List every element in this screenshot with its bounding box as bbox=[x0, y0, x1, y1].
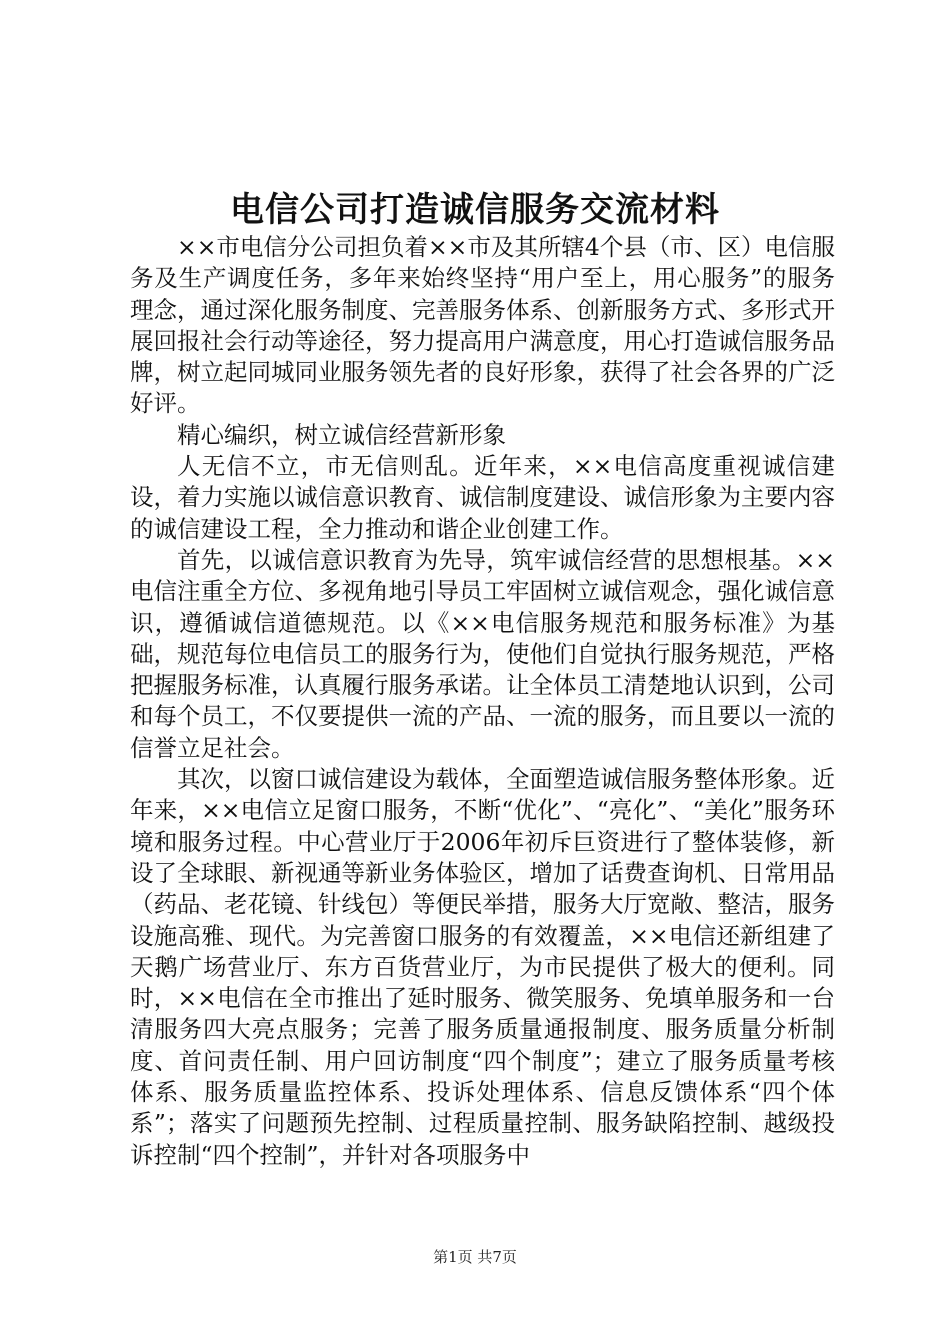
paragraph-second-point: 其次，以窗口诚信建设为载体，全面塑造诚信服务整体形象。近年来，××电信立足窗口服务，不断“优化”、“亮化”、“美化”服务环境和服务过程。中心营业厅于2006年初斥巨资进行了整体装修，新设了全球眼、新视通等新业务体验区，增加了话费查询机、日常用品（药品、老花镜、针线包）等便民举措，服务大厅宽敞、整洁，服务设施高雅、现代。为完善窗口服务的有效覆盖，××电信还新组建了天鹅广场营业厅、东方百货营业厅，为市民提供了极大的便利。同时，××电信在全市推出了延时服务、微笑服务、免填单服务和一台清服务四大亮点服务；完善了服务质量通报制度、服务质量分析制度、首问责任制、用户回访制度“四个制度”；建立了服务质量考核体系、服务质量监控体系、投诉处理体系、信息反馈体系“四个体系”；落实了问题预先控制、过程质量控制、服务缺陷控制、越级投诉控制“四个控制”，并针对各项服务中 bbox=[130, 765, 835, 1169]
document-body bbox=[130, 232, 835, 1171]
document-title: 电信公司打造诚信服务交流材料 bbox=[230, 190, 720, 230]
page-footer: 第1页 共7页 bbox=[433, 1248, 517, 1266]
paragraph-intro: ××市电信分公司担负着××市及其所辖4个县（市、区）电信服务及生产调度任务，多年来始终坚持“用户至上，用心服务”的服务理念，通过深化服务制度、完善服务体系、创新服务方式、多形式开展回报社会行动等途径，努力提高用户满意度，用心打造诚信服务品牌，树立起同城同业服务领先者的良好形象，获得了社会各界的广泛好评。 bbox=[130, 233, 835, 418]
paragraph-integrity-building: 人无信不立，市无信则乱。近年来，××电信高度重视诚信建设，着力实施以诚信意识教育、诚信制度建设、诚信形象为主要内容的诚信建设工程，全力推动和谐企业创建工作。 bbox=[130, 452, 835, 543]
section-heading: 精心编织，树立诚信经营新形象 bbox=[177, 420, 506, 449]
paragraph-first-point: 首先，以诚信意识教育为先导，筑牢诚信经营的思想根基。××电信注重全方位、多视角地引导员工牢固树立诚信观念，强化诚信意识，遵循诚信道德规范。以《××电信服务规范和服务标准》为基础，规范每位电信员工的服务行为，使他们自觉执行服务规范，严格把握服务标准，认真履行服务承诺。让全体员工清楚地认识到，公司和每个员工，不仅要提供一流的产品、一流的服务，而且要以一流的信誉立足社会。 bbox=[130, 545, 835, 762]
